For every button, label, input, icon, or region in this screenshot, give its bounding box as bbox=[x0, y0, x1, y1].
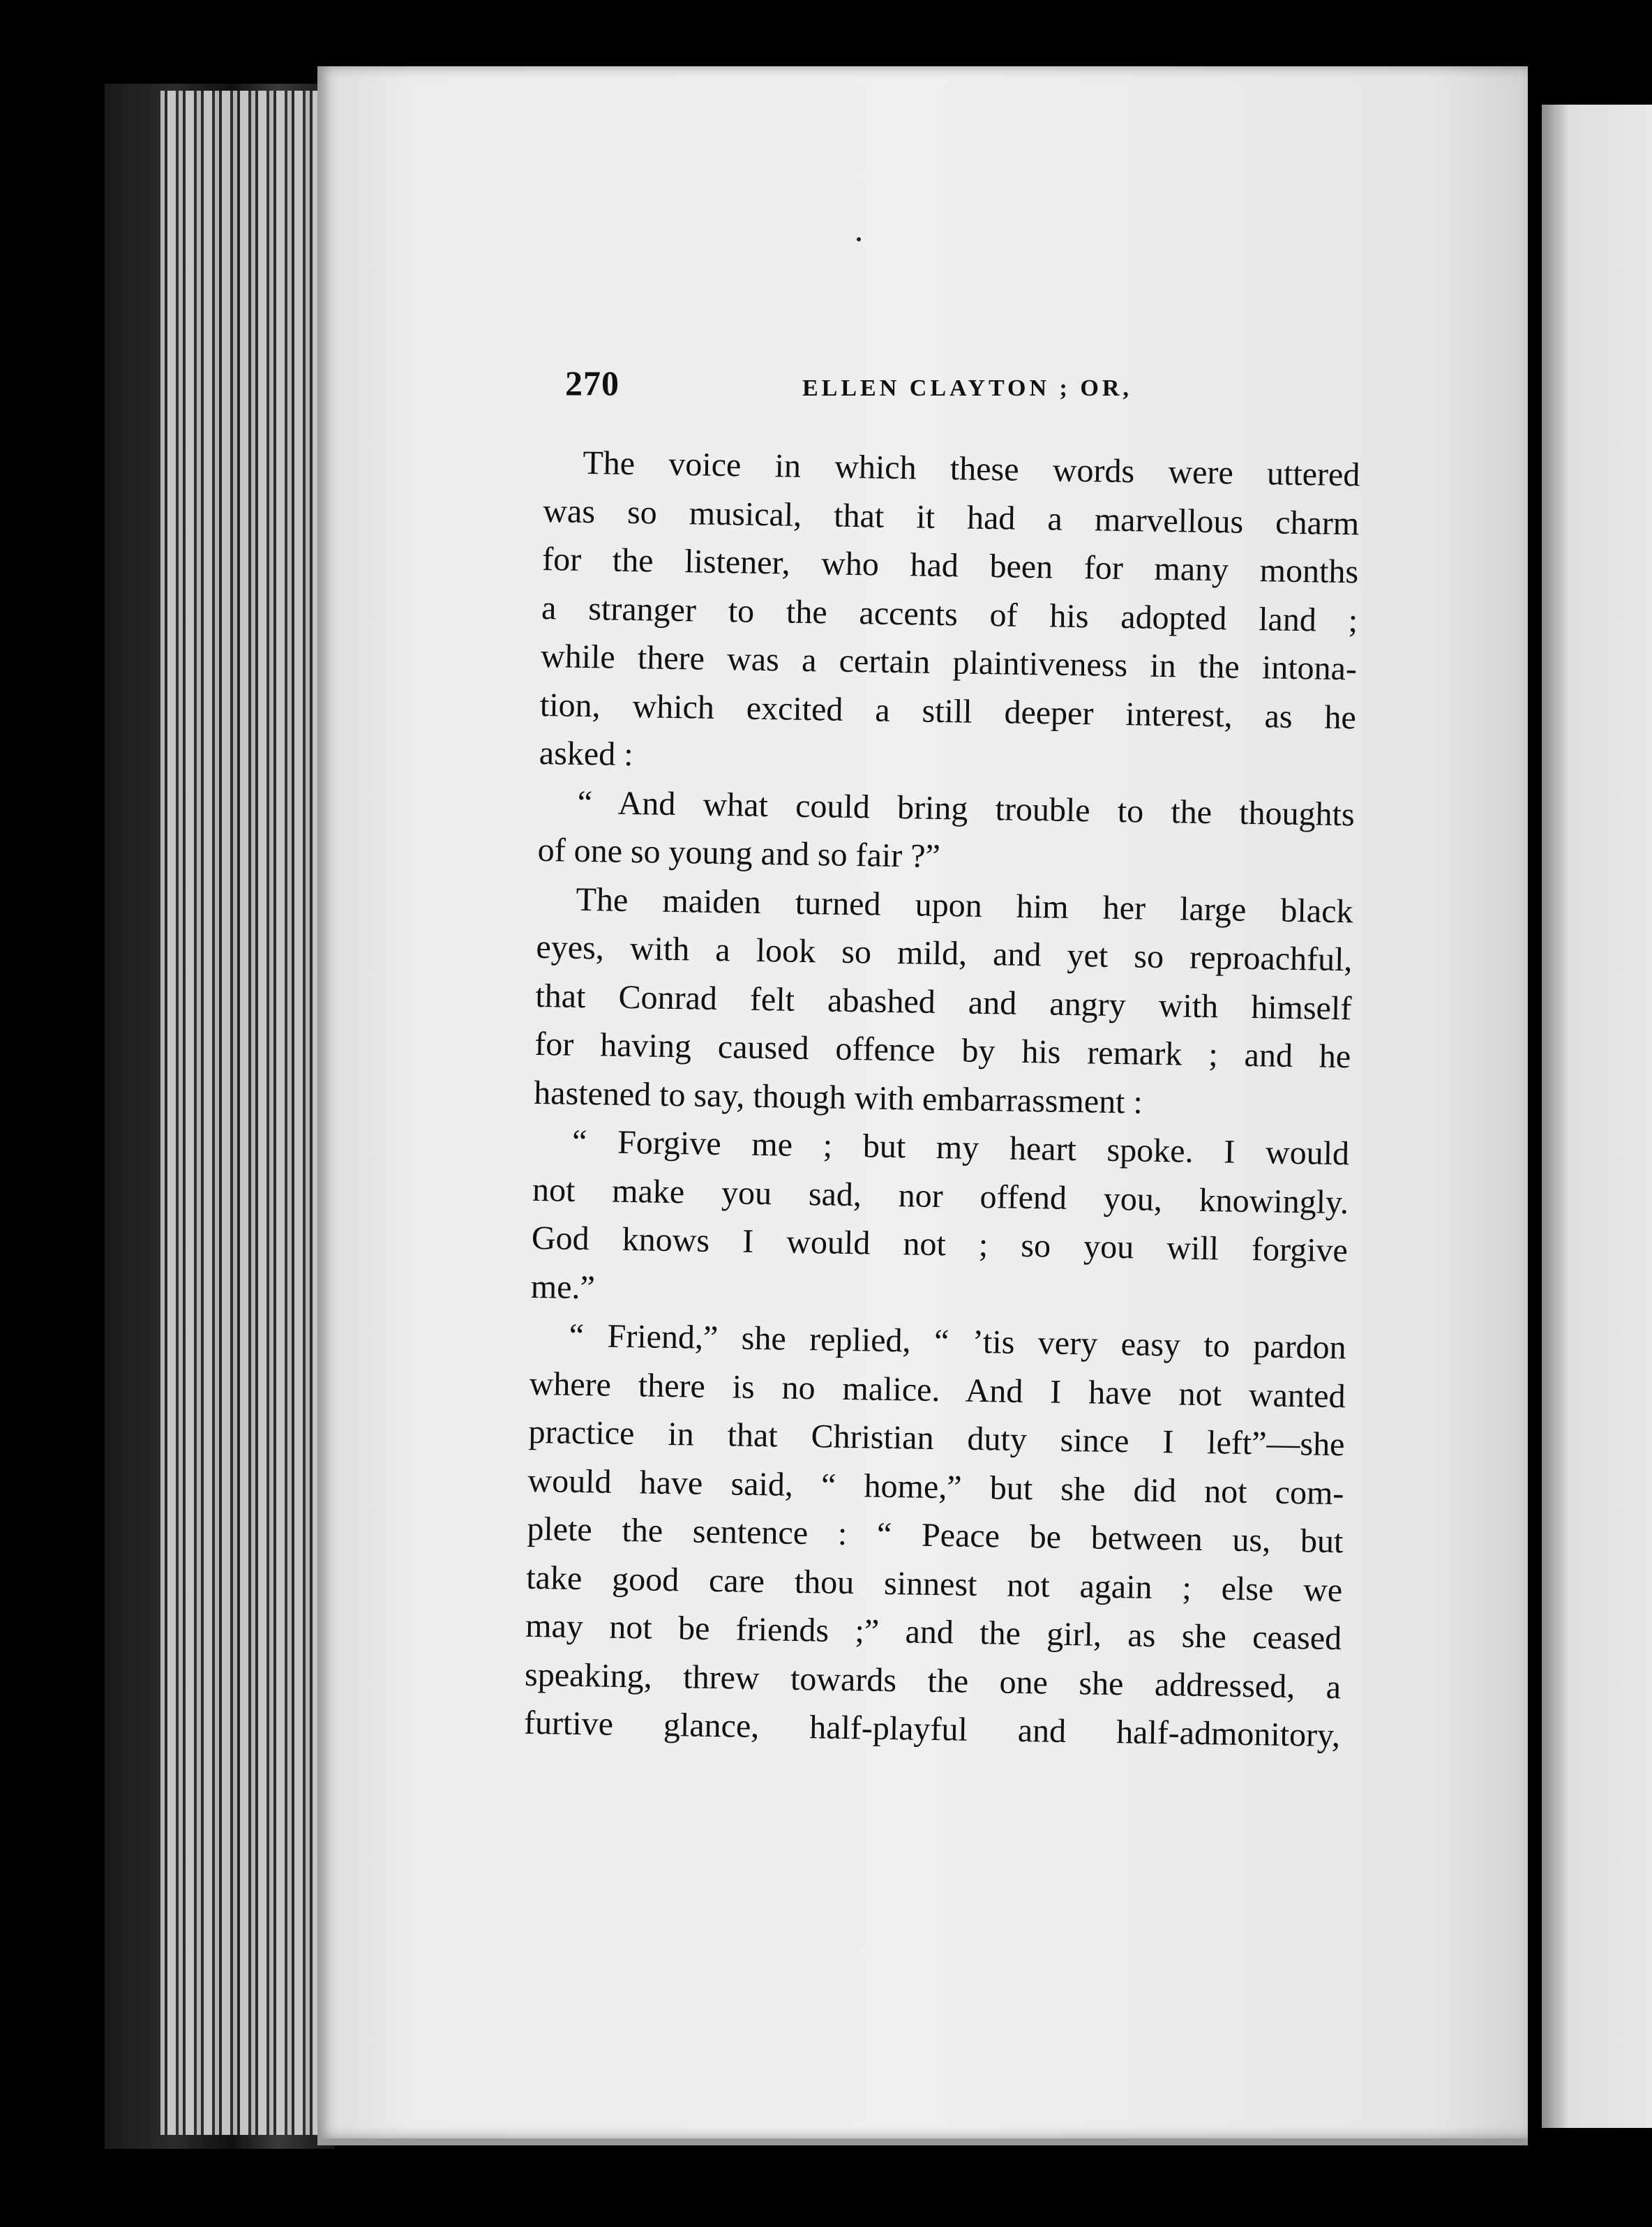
page-stack-edges bbox=[160, 91, 321, 2135]
text-line: “ And what could bring trouble to the thoughts bbox=[577, 783, 1356, 833]
running-title: ELLEN CLAYTON ; OR, bbox=[802, 375, 1132, 401]
text-line: eyes, with a look so mild, and yet so reproachful, bbox=[536, 928, 1353, 979]
text-line: God knows I would not ; so you will forgive bbox=[531, 1219, 1349, 1270]
text-line: where there is no malice. And I have not wanted bbox=[529, 1365, 1346, 1415]
text-line: not make you sad, nor offend you, knowingly. bbox=[532, 1171, 1349, 1221]
body-text bbox=[524, 438, 1360, 1760]
text-line: was so musical, that it had a marvellous charm bbox=[542, 492, 1360, 542]
running-head bbox=[565, 363, 1367, 412]
text-line: for the listener, who had been for many months bbox=[541, 540, 1359, 591]
page-number: 270 bbox=[565, 363, 620, 403]
text-line: of one so young and so fair ?” bbox=[537, 831, 941, 875]
text-line: may not be friends ;” and the girl, as she ceased bbox=[525, 1607, 1342, 1658]
text-line: for having caused offence by his remark ; and he bbox=[534, 1025, 1351, 1076]
text-line: take good care thou sinnest not again ; else we bbox=[525, 1559, 1343, 1609]
text-line: speaking, threw towards the one she addressed, a bbox=[524, 1656, 1342, 1706]
facing-page-edge bbox=[1542, 105, 1652, 2128]
text-line: The voice in which these words were uttered bbox=[583, 444, 1360, 494]
text-line: that Conrad felt abashed and angry with himself bbox=[535, 977, 1352, 1027]
text-line: The maiden turned upon him her large black bbox=[576, 880, 1353, 930]
text-line: furtive glance, half-playful and half-admonitory, bbox=[523, 1704, 1341, 1755]
text-line: “ Friend,” she replied, “ ’tis very easy to pardon bbox=[569, 1317, 1347, 1367]
text-line: while there was a certain plaintiveness in the intona- bbox=[540, 637, 1358, 688]
text-line: asked : bbox=[539, 734, 633, 774]
text-line: a stranger to the accents of his adopted land ; bbox=[541, 589, 1358, 639]
text-line: hastened to say, though with embarrassment : bbox=[533, 1074, 1143, 1121]
text-line: would have said, “ home,” but she did not com- bbox=[527, 1462, 1344, 1512]
page-speck bbox=[857, 237, 861, 241]
text-line: me.” bbox=[530, 1268, 596, 1306]
text-line: practice in that Christian duty since I left”—she bbox=[528, 1413, 1345, 1464]
text-line: tion, which excited a still deeper interest, as he bbox=[539, 686, 1357, 736]
text-line: plete the sentence : “ Peace be between us, but bbox=[527, 1510, 1344, 1561]
text-line: “ Forgive me ; but my heart spoke. I would bbox=[571, 1123, 1350, 1173]
